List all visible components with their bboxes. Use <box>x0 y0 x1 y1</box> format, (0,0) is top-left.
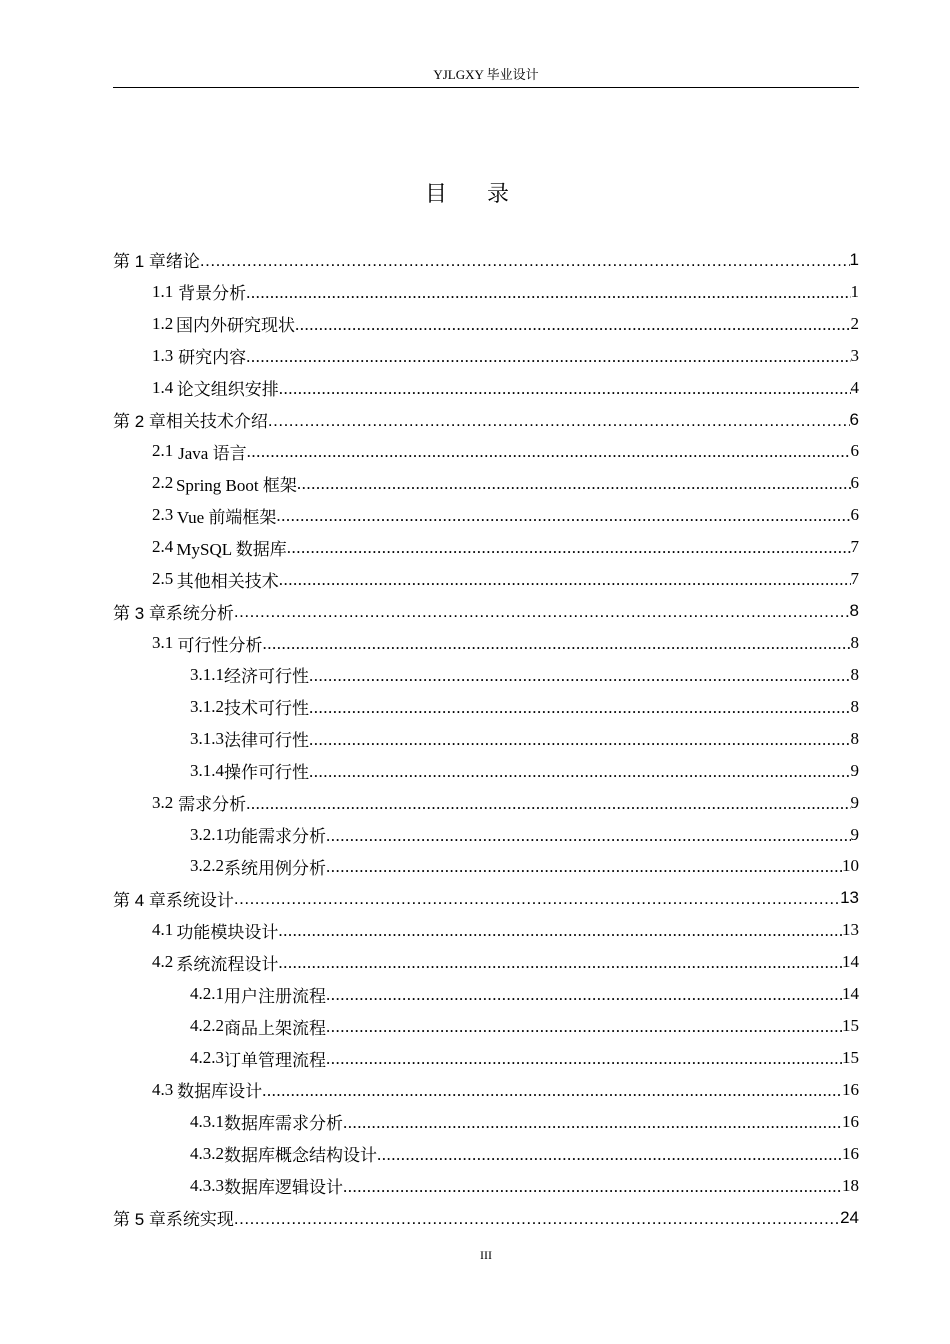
dot-leader <box>287 538 851 558</box>
toc-entry-number: 2.2 <box>152 473 174 493</box>
toc-entry[interactable] <box>113 659 859 691</box>
toc-entry-number: 3.1.4 <box>190 760 224 780</box>
toc-entry-page: 9 <box>850 760 859 780</box>
toc-entry-label: 系统实现 <box>165 1210 234 1230</box>
toc-entry-label: 订单管理流程 <box>224 1050 326 1070</box>
page-number: III <box>480 1248 492 1262</box>
toc-entry-number: 第 3 章 <box>113 603 166 623</box>
dot-leader <box>200 251 850 271</box>
toc-entry[interactable] <box>113 372 859 404</box>
dot-leader <box>278 921 842 941</box>
toc-entry-number: 3.2.1 <box>190 824 224 844</box>
toc-entry-page: 7 <box>850 537 859 557</box>
dot-leader <box>247 442 851 462</box>
toc-entry-label: 技术可行性 <box>224 699 309 719</box>
dot-leader <box>377 1145 842 1165</box>
toc-entry-page: 13 <box>840 888 859 908</box>
toc-entry[interactable] <box>113 276 859 308</box>
toc-entry-label: 系统设计 <box>165 890 234 910</box>
dot-leader <box>262 634 850 654</box>
toc-entry-number: 4.1 <box>152 920 174 940</box>
toc-entry[interactable] <box>113 627 859 659</box>
toc-entry-page: 14 <box>842 984 859 1004</box>
toc-entry-number: 第 1 章 <box>113 252 166 272</box>
toc-entry-label: 经济可行性 <box>224 667 309 687</box>
toc-entry-page: 16 <box>842 1079 859 1099</box>
dot-leader <box>234 1209 840 1229</box>
toc-entry-page: 9 <box>850 824 859 844</box>
dot-leader <box>234 602 850 622</box>
dot-leader <box>279 570 851 590</box>
toc-entry[interactable] <box>113 1106 859 1138</box>
toc-entry-label: 用户注册流程 <box>224 986 326 1006</box>
table-of-contents <box>113 244 859 1234</box>
toc-entry-page: 8 <box>850 664 859 684</box>
dot-leader <box>309 730 851 750</box>
toc-entry-page: 6 <box>850 473 859 493</box>
toc-entry-label: 功能需求分析 <box>224 827 326 847</box>
toc-entry-label: 法律可行性 <box>224 731 309 751</box>
toc-entry[interactable] <box>113 914 859 946</box>
dot-leader <box>279 379 851 399</box>
toc-entry-label: 研究内容 <box>178 348 247 368</box>
toc-entry-label: 背景分析 <box>178 284 247 304</box>
toc-entry[interactable] <box>113 1074 859 1106</box>
toc-entry[interactable] <box>113 436 859 468</box>
toc-entry-page: 6 <box>850 441 859 461</box>
dot-leader <box>278 953 842 973</box>
toc-entry[interactable] <box>113 531 859 563</box>
toc-entry-page: 15 <box>842 1048 859 1067</box>
toc-entry-page: 15 <box>842 1016 859 1036</box>
toc-entry-page: 4 <box>850 377 859 397</box>
toc-entry-number: 2.4 <box>152 537 174 557</box>
toc-entry-number: 2.5 <box>152 569 174 589</box>
toc-entry-number: 4.3.1 <box>190 1111 224 1131</box>
dot-leader <box>246 283 850 303</box>
toc-entry[interactable] <box>113 851 859 883</box>
toc-entry-page: 6 <box>849 409 859 429</box>
dot-leader <box>309 762 851 782</box>
toc-entry-number: 4.2.1 <box>190 984 224 1004</box>
toc-entry-page: 9 <box>850 792 859 812</box>
toc-entry-label: 绪论 <box>165 252 200 272</box>
toc-entry-label: 系统用例分析 <box>224 858 326 878</box>
toc-entry[interactable] <box>113 499 859 531</box>
toc-entry-number: 4.3.2 <box>190 1143 224 1163</box>
toc-entry-label: 商品上架流程 <box>224 1018 326 1038</box>
toc-entry[interactable] <box>113 467 859 499</box>
toc-entry-page: 24 <box>840 1207 859 1227</box>
toc-entry-label: 功能模块设计 <box>176 922 279 942</box>
dot-leader <box>234 889 840 909</box>
toc-entry[interactable] <box>113 691 859 723</box>
toc-title: 目录 <box>424 181 549 206</box>
toc-entry-number: 4.2.3 <box>190 1048 224 1067</box>
toc-entry-page: 14 <box>842 952 859 972</box>
toc-entry-page: 3 <box>850 345 859 365</box>
toc-entry[interactable] <box>113 595 859 627</box>
toc-entry-page: 13 <box>842 920 859 940</box>
dot-leader <box>276 506 850 526</box>
toc-entry-page: 8 <box>850 728 859 748</box>
toc-entry-label: MySQL 数据库 <box>176 539 287 559</box>
toc-entry-label: 数据库设计 <box>177 1082 263 1102</box>
toc-entry-number: 第 4 章 <box>113 890 166 910</box>
toc-entry-label: 相关技术介绍 <box>165 412 268 432</box>
toc-entry-number: 4.3 <box>152 1079 174 1099</box>
header-rule <box>113 87 859 88</box>
toc-entry-number: 1.2 <box>152 313 174 333</box>
toc-entry[interactable] <box>113 244 859 276</box>
dot-leader <box>246 347 850 367</box>
dot-leader <box>295 315 850 335</box>
toc-entry-label: 国内外研究现状 <box>176 316 296 336</box>
dot-leader <box>343 1113 842 1133</box>
dot-leader <box>326 1017 842 1037</box>
toc-entry-number: 第 2 章 <box>113 412 166 432</box>
toc-entry-label: 系统分析 <box>165 603 234 623</box>
toc-entry[interactable] <box>113 1170 859 1202</box>
dot-leader <box>262 1081 842 1101</box>
toc-entry-number: 1.3 <box>152 345 174 365</box>
toc-entry-page: 8 <box>849 601 859 621</box>
toc-entry-number: 1.1 <box>152 281 174 301</box>
toc-entry-number: 第 5 章 <box>113 1210 166 1230</box>
toc-entry-page: 8 <box>850 633 859 653</box>
toc-entry-number: 3.2.2 <box>190 856 224 876</box>
dot-leader <box>326 985 842 1005</box>
dot-leader <box>297 474 851 494</box>
toc-entry[interactable] <box>113 946 859 978</box>
dot-leader <box>309 698 851 718</box>
toc-entry-page: 1 <box>849 249 859 269</box>
toc-entry-number: 1.4 <box>152 377 174 397</box>
toc-entry-label: 论文组织安排 <box>176 380 279 400</box>
toc-entry[interactable] <box>113 755 859 787</box>
toc-entry[interactable] <box>113 978 859 1010</box>
toc-entry-number: 4.2 <box>152 952 174 972</box>
toc-entry[interactable] <box>113 819 859 851</box>
toc-entry-label: 系统流程设计 <box>176 954 279 974</box>
toc-entry[interactable] <box>113 1010 859 1042</box>
toc-entry-label: 可行性分析 <box>177 635 263 655</box>
toc-entry-label: Vue 前端框架 <box>176 507 277 527</box>
toc-entry-label: 数据库概念结构设计 <box>224 1146 377 1166</box>
toc-entry-page: 7 <box>850 569 859 589</box>
toc-entry-label: Spring Boot 框架 <box>175 475 297 495</box>
toc-entry[interactable] <box>113 340 859 372</box>
toc-entry[interactable] <box>113 1042 859 1074</box>
toc-entry[interactable] <box>113 308 859 340</box>
toc-entry-page: 1 <box>850 281 859 301</box>
toc-entry-page: 16 <box>842 1111 859 1131</box>
toc-entry-number: 3.1.3 <box>190 728 224 748</box>
toc-entry-number: 3.1.2 <box>190 696 224 716</box>
toc-entry-number: 2.3 <box>152 505 174 525</box>
toc-entry[interactable] <box>113 404 859 436</box>
page-header: YJLGXY 毕业设计 <box>433 67 539 82</box>
toc-entry[interactable] <box>113 563 859 595</box>
toc-entry-page: 10 <box>842 856 859 876</box>
toc-entry[interactable] <box>113 723 859 755</box>
toc-entry-page: 6 <box>850 505 859 525</box>
dot-leader <box>326 857 842 877</box>
toc-entry[interactable] <box>113 882 859 914</box>
toc-entry[interactable] <box>113 1138 859 1170</box>
dot-leader <box>246 794 850 814</box>
toc-entry-page: 8 <box>850 696 859 716</box>
toc-entry-page: 2 <box>850 313 859 333</box>
toc-entry-number: 3.1.1 <box>190 664 224 684</box>
dot-leader <box>268 411 850 431</box>
toc-entry-label: Java 语言 <box>178 443 247 463</box>
toc-entry[interactable] <box>113 1202 859 1234</box>
toc-entry-number: 3.1 <box>152 633 174 653</box>
dot-leader <box>343 1177 842 1197</box>
toc-entry-label: 其他相关技术 <box>176 571 279 591</box>
dot-leader <box>309 666 851 686</box>
toc-entry-page: 18 <box>842 1175 859 1195</box>
toc-entry-label: 操作可行性 <box>224 763 309 783</box>
toc-entry-number: 3.2 <box>152 792 174 812</box>
dot-leader <box>326 1049 842 1069</box>
toc-entry-label: 数据库逻辑设计 <box>224 1178 343 1198</box>
toc-entry-page: 16 <box>842 1143 859 1163</box>
toc-entry-number: 4.3.3 <box>190 1175 224 1195</box>
toc-entry-number: 2.1 <box>152 441 174 461</box>
toc-entry[interactable] <box>113 787 859 819</box>
toc-entry-number: 4.2.2 <box>190 1016 224 1036</box>
toc-entry-label: 需求分析 <box>178 795 247 815</box>
dot-leader <box>326 826 851 846</box>
toc-entry-label: 数据库需求分析 <box>224 1114 343 1134</box>
